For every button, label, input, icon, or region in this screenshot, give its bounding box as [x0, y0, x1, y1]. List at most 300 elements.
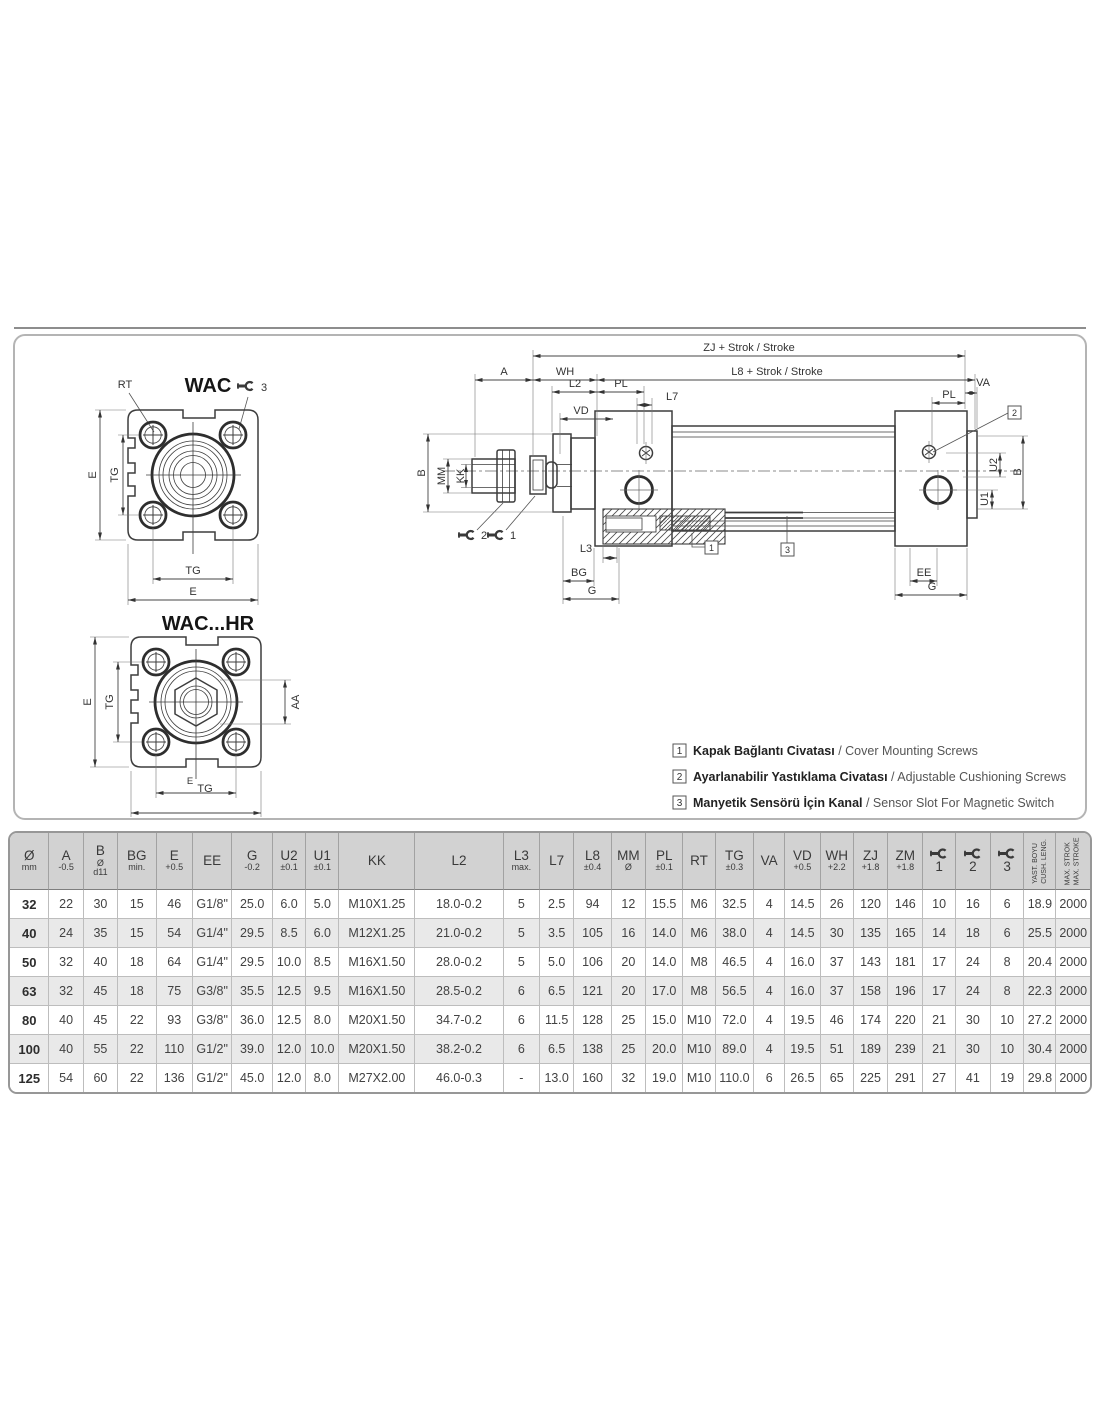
- e-bottom-label: E: [189, 586, 197, 598]
- cell-A: 40: [49, 1006, 83, 1035]
- cell-L3: 5: [504, 890, 540, 919]
- cell-PL: 15.0: [646, 1006, 683, 1035]
- cell-RT: M8: [683, 977, 715, 1006]
- cell-EE: G3/8": [193, 977, 232, 1006]
- wrench-1-label: 1: [510, 530, 517, 542]
- col-header-TG: TG ±0.3: [716, 833, 754, 890]
- cell-ZM: 239: [888, 1035, 923, 1064]
- cell-wrench3: 6: [991, 919, 1024, 948]
- cell-L7: 6.5: [540, 977, 574, 1006]
- cell-G: 39.0: [232, 1035, 273, 1064]
- wrench-icon: [962, 848, 984, 859]
- cell-ZM: 220: [888, 1006, 923, 1035]
- cell-ZJ: 225: [854, 1064, 888, 1092]
- cell-dia: 32: [10, 890, 49, 919]
- cell-KK: M20X1.50: [339, 1035, 415, 1064]
- table-row-63: [10, 977, 1090, 1006]
- port-right: [919, 470, 957, 510]
- cell-U2: 10.0: [273, 948, 306, 977]
- wac-hr-front-view: [82, 613, 302, 817]
- rt-label: RT: [117, 379, 133, 391]
- a-label: A: [500, 366, 508, 378]
- technical-drawing: [15, 336, 1085, 818]
- cell-L3: 6: [504, 1035, 540, 1064]
- col-header-EE: EE: [193, 833, 232, 890]
- side-section-view: [416, 342, 1028, 604]
- top-whitespace: [0, 0, 1100, 327]
- b-right-label: B: [1012, 468, 1024, 476]
- cell-VA: 4: [754, 977, 785, 1006]
- col-header-ZM: ZM +1.8: [888, 833, 923, 890]
- cell-WH: 51: [821, 1035, 854, 1064]
- cell-U2: 6.0: [273, 890, 306, 919]
- cell-L3: 6: [504, 1006, 540, 1035]
- legend-2-num: 2: [676, 772, 683, 783]
- l2-label: L2: [568, 378, 582, 390]
- cell-VD: 16.0: [785, 977, 820, 1006]
- cell-U1: 5.0: [306, 890, 339, 919]
- col-header-L7: L7: [540, 833, 574, 890]
- cell-ZM: 181: [888, 948, 923, 977]
- wrench-icon: [928, 848, 950, 859]
- cell-A: 24: [49, 919, 83, 948]
- col-header-VA: VA: [754, 833, 785, 890]
- cell-TG: 72.0: [716, 1006, 754, 1035]
- wrench-icon: [237, 382, 253, 390]
- cell-stroke: 2000: [1056, 919, 1090, 948]
- cell-cush: 18.9: [1024, 890, 1056, 919]
- cell-B: 60: [84, 1064, 118, 1092]
- cell-cush: 29.8: [1024, 1064, 1056, 1092]
- col-header-RT: RT: [683, 833, 715, 890]
- cell-wrench3: 19: [991, 1064, 1024, 1092]
- cell-MM: 32: [612, 1064, 646, 1092]
- cell-wrench1: 10: [923, 890, 955, 919]
- cell-VD: 14.5: [785, 890, 820, 919]
- cell-wrench2: 16: [956, 890, 991, 919]
- table-header-row: [10, 833, 1090, 890]
- cell-WH: 30: [821, 919, 854, 948]
- header-rule: [14, 327, 1086, 329]
- cell-TG: 32.5: [716, 890, 754, 919]
- col-header-stroke: MAX. STROK MAX. STROKE: [1056, 833, 1090, 890]
- cell-EE: G1/2": [193, 1035, 232, 1064]
- cell-BG: 18: [118, 977, 156, 1006]
- cell-L8: 128: [574, 1006, 611, 1035]
- cell-E: 46: [157, 890, 193, 919]
- col-header-VD: VD +0.5: [785, 833, 820, 890]
- center-boss: [146, 422, 241, 554]
- cell-B: 45: [84, 1006, 118, 1035]
- va-label: VA: [976, 377, 990, 389]
- cell-cush: 20.4: [1024, 948, 1056, 977]
- cell-EE: G1/8": [193, 890, 232, 919]
- cell-B: 35: [84, 919, 118, 948]
- cell-BG: 22: [118, 1064, 156, 1092]
- wrench-icon: [458, 531, 474, 539]
- e-left-label: E: [87, 471, 99, 479]
- piston-rod: [472, 450, 572, 502]
- wrench-2-label: 2: [481, 530, 488, 542]
- cell-G: 45.0: [232, 1064, 273, 1092]
- cell-cush: 25.5: [1024, 919, 1056, 948]
- g-left-label: G: [587, 585, 597, 597]
- cell-U1: 10.0: [306, 1035, 339, 1064]
- cell-EE: G3/8": [193, 1006, 232, 1035]
- cell-stroke: 2000: [1056, 977, 1090, 1006]
- cell-L7: 3.5: [540, 919, 574, 948]
- legend-1-num: 1: [676, 746, 683, 757]
- legend-3-text: Manyetik Sensörü İçin Kanal / Sensor Slot For Magnetic Switch: [693, 796, 1055, 810]
- table-body: [10, 890, 1090, 1092]
- wh-label: WH: [555, 366, 575, 378]
- cell-MM: 20: [612, 948, 646, 977]
- cell-VD: 19.5: [785, 1006, 820, 1035]
- cell-VD: 16.0: [785, 948, 820, 977]
- cell-KK: M16X1.50: [339, 977, 415, 1006]
- col-header-WH: WH +2.2: [821, 833, 854, 890]
- cell-wrench1: 14: [923, 919, 955, 948]
- cell-E: 64: [157, 948, 193, 977]
- table-row-100: [10, 1035, 1090, 1064]
- cell-U2: 8.5: [273, 919, 306, 948]
- table-row-80: [10, 1006, 1090, 1035]
- cell-RT: M10: [683, 1035, 715, 1064]
- cell-BG: 15: [118, 919, 156, 948]
- callout-3: 3: [784, 545, 791, 555]
- cell-G: 25.0: [232, 890, 273, 919]
- cell-L3: 5: [504, 948, 540, 977]
- cell-B: 45: [84, 977, 118, 1006]
- cell-L8: 106: [574, 948, 611, 977]
- col-header-L2: L2: [415, 833, 503, 890]
- cell-dia: 80: [10, 1006, 49, 1035]
- cell-L8: 105: [574, 919, 611, 948]
- cell-G: 36.0: [232, 1006, 273, 1035]
- cell-EE: G1/4": [193, 919, 232, 948]
- bg-label: BG: [571, 567, 587, 579]
- cell-VA: 4: [754, 948, 785, 977]
- cushion-screw-left: [640, 442, 653, 464]
- cell-stroke: 2000: [1056, 948, 1090, 977]
- table-row-32: [10, 890, 1090, 919]
- g-right-label: G: [927, 581, 937, 593]
- cell-wrench2: 30: [956, 1035, 991, 1064]
- cell-A: 32: [49, 948, 83, 977]
- cell-E: 54: [157, 919, 193, 948]
- cell-U1: 9.5: [306, 977, 339, 1006]
- cell-U1: 8.0: [306, 1064, 339, 1092]
- cell-L8: 94: [574, 890, 611, 919]
- cell-L7: 13.0: [540, 1064, 574, 1092]
- callout-1: 1: [708, 543, 715, 553]
- cell-VA: 4: [754, 1006, 785, 1035]
- cell-L2: 18.0-0.2: [415, 890, 503, 919]
- l7-label: L7: [666, 391, 679, 403]
- dimensions-table-wrapper: [8, 831, 1092, 1094]
- cell-L7: 6.5: [540, 1035, 574, 1064]
- cell-L2: 46.0-0.3: [415, 1064, 503, 1092]
- e-bottom-label: E: [186, 776, 194, 787]
- cell-stroke: 2000: [1056, 1006, 1090, 1035]
- cell-ZJ: 143: [854, 948, 888, 977]
- cell-KK: M27X2.00: [339, 1064, 415, 1092]
- cell-wrench1: 21: [923, 1035, 955, 1064]
- cell-U2: 12.0: [273, 1064, 306, 1092]
- cell-wrench2: 24: [956, 948, 991, 977]
- cell-wrench3: 10: [991, 1035, 1024, 1064]
- cell-L7: 5.0: [540, 948, 574, 977]
- legend: [673, 744, 1066, 810]
- cell-L2: 21.0-0.2: [415, 919, 503, 948]
- cell-L3: 5: [504, 919, 540, 948]
- cell-wrench2: 24: [956, 977, 991, 1006]
- cell-dia: 125: [10, 1064, 49, 1092]
- col-header-PL: PL ±0.1: [646, 833, 683, 890]
- tg-left-label: TG: [109, 467, 121, 483]
- col-header-E: E +0.5: [157, 833, 193, 890]
- ee-label: EE: [916, 567, 932, 579]
- cell-U1: 6.0: [306, 919, 339, 948]
- col-header-G: G -0.2: [232, 833, 273, 890]
- cell-L2: 28.0-0.2: [415, 948, 503, 977]
- cell-A: 40: [49, 1035, 83, 1064]
- cushion-section: [603, 509, 725, 544]
- cell-stroke: 2000: [1056, 1064, 1090, 1092]
- col-header-U2: U2 ±0.1: [273, 833, 306, 890]
- cell-KK: M16X1.50: [339, 948, 415, 977]
- cell-U2: 12.5: [273, 1006, 306, 1035]
- wac-hr-title: WAC...HR: [161, 613, 255, 635]
- vd-label: VD: [573, 405, 589, 417]
- cell-G: 35.5: [232, 977, 273, 1006]
- legend-3-num: 3: [676, 798, 683, 809]
- cell-ZJ: 135: [854, 919, 888, 948]
- cell-RT: M8: [683, 948, 715, 977]
- cell-WH: 37: [821, 977, 854, 1006]
- cell-TG: 56.5: [716, 977, 754, 1006]
- col-header-L3: L3 max.: [504, 833, 540, 890]
- cell-PL: 14.0: [646, 948, 683, 977]
- cell-VD: 19.5: [785, 1035, 820, 1064]
- kk-label: KK: [455, 468, 467, 484]
- cell-wrench1: 21: [923, 1006, 955, 1035]
- cell-MM: 16: [612, 919, 646, 948]
- cell-VA: 6: [754, 1064, 785, 1092]
- col-header-wrench2: 2: [956, 833, 991, 890]
- cell-wrench3: 6: [991, 890, 1024, 919]
- cell-wrench1: 17: [923, 977, 955, 1006]
- col-header-B: B Ø d11: [84, 833, 118, 890]
- table-row-50: [10, 948, 1090, 977]
- wrench-icon: [996, 848, 1018, 859]
- cell-WH: 65: [821, 1064, 854, 1092]
- cell-dia: 40: [10, 919, 49, 948]
- tg-left-label: TG: [104, 694, 116, 710]
- cell-wrench3: 8: [991, 948, 1024, 977]
- cell-U1: 8.0: [306, 1006, 339, 1035]
- cell-A: 32: [49, 977, 83, 1006]
- cell-stroke: 2000: [1056, 1035, 1090, 1064]
- wac-title: WAC: [184, 375, 232, 397]
- sensor-slot: [725, 513, 895, 519]
- cell-L7: 11.5: [540, 1006, 574, 1035]
- pl-right-label: PL: [942, 389, 956, 401]
- col-header-A: A -0.5: [49, 833, 83, 890]
- cell-B: 55: [84, 1035, 118, 1064]
- cell-KK: M20X1.50: [339, 1006, 415, 1035]
- col-header-wrench3: 3: [991, 833, 1024, 890]
- cell-E: 93: [157, 1006, 193, 1035]
- cell-RT: M6: [683, 890, 715, 919]
- legend-1-text: Kapak Bağlantı Civatası / Cover Mounting Screws: [693, 744, 978, 758]
- cell-L8: 121: [574, 977, 611, 1006]
- cell-VD: 14.5: [785, 919, 820, 948]
- cell-PL: 14.0: [646, 919, 683, 948]
- cell-L2: 34.7-0.2: [415, 1006, 503, 1035]
- tg-bottom-label: TG: [185, 565, 201, 577]
- cell-RT: M10: [683, 1064, 715, 1092]
- cell-ZM: 291: [888, 1064, 923, 1092]
- cell-MM: 25: [612, 1006, 646, 1035]
- cell-WH: 37: [821, 948, 854, 977]
- col-header-ZJ: ZJ +1.8: [854, 833, 888, 890]
- cell-BG: 22: [118, 1006, 156, 1035]
- col-header-L8: L8 ±0.4: [574, 833, 611, 890]
- callout-2: 2: [1011, 408, 1018, 418]
- mm-label: MM: [436, 466, 448, 486]
- cell-B: 40: [84, 948, 118, 977]
- cell-WH: 46: [821, 1006, 854, 1035]
- cell-PL: 17.0: [646, 977, 683, 1006]
- col-header-BG: BG min.: [118, 833, 156, 890]
- cell-wrench2: 30: [956, 1006, 991, 1035]
- cell-VD: 26.5: [785, 1064, 820, 1092]
- center-hex-boss: [149, 649, 243, 779]
- cell-BG: 15: [118, 890, 156, 919]
- col-header-dia: Ø mm: [10, 833, 49, 890]
- cell-TG: 110.0: [716, 1064, 754, 1092]
- cell-PL: 19.0: [646, 1064, 683, 1092]
- legend-2-text: Ayarlanabilir Yastıklama Civatası / Adjustable Cushioning Screws: [693, 770, 1067, 784]
- tg-bottom-label: TG: [197, 783, 213, 795]
- zj-stroke-label: ZJ + Strok / Stroke: [703, 342, 795, 354]
- cell-RT: M6: [683, 919, 715, 948]
- cell-wrench3: 10: [991, 1006, 1024, 1035]
- col-header-U1: U1 ±0.1: [306, 833, 339, 890]
- note3-label: 3: [261, 382, 268, 394]
- cell-E: 136: [157, 1064, 193, 1092]
- u2-label: U2: [988, 457, 1000, 473]
- cell-cush: 27.2: [1024, 1006, 1056, 1035]
- cell-ZJ: 120: [854, 890, 888, 919]
- cell-E: 75: [157, 977, 193, 1006]
- cell-TG: 38.0: [716, 919, 754, 948]
- cell-MM: 25: [612, 1035, 646, 1064]
- cell-G: 29.5: [232, 948, 273, 977]
- cell-stroke: 2000: [1056, 890, 1090, 919]
- cell-VA: 4: [754, 890, 785, 919]
- cell-wrench3: 8: [991, 977, 1024, 1006]
- cell-L7: 2.5: [540, 890, 574, 919]
- cell-wrench2: 18: [956, 919, 991, 948]
- cell-L3: -: [504, 1064, 540, 1092]
- cell-dia: 50: [10, 948, 49, 977]
- cell-wrench1: 17: [923, 948, 955, 977]
- col-header-wrench1: 1: [923, 833, 955, 890]
- cell-VA: 4: [754, 919, 785, 948]
- cell-dia: 63: [10, 977, 49, 1006]
- wac-front-view: [87, 375, 267, 605]
- cell-PL: 20.0: [646, 1035, 683, 1064]
- wrench-icon: [487, 531, 503, 539]
- cell-KK: M12X1.25: [339, 919, 415, 948]
- cell-E: 110: [157, 1035, 193, 1064]
- cell-L8: 160: [574, 1064, 611, 1092]
- cell-ZM: 196: [888, 977, 923, 1006]
- cell-VA: 4: [754, 1035, 785, 1064]
- drawing-panel: [13, 334, 1087, 820]
- cell-KK: M10X1.25: [339, 890, 415, 919]
- l8-stroke-label: L8 + Strok / Stroke: [731, 366, 823, 378]
- cell-MM: 20: [612, 977, 646, 1006]
- cell-L8: 138: [574, 1035, 611, 1064]
- table-row-40: [10, 919, 1090, 948]
- col-header-KK: KK: [339, 833, 415, 890]
- cell-EE: G1/2": [193, 1064, 232, 1092]
- cell-cush: 30.4: [1024, 1035, 1056, 1064]
- cell-RT: M10: [683, 1006, 715, 1035]
- cell-U1: 8.5: [306, 948, 339, 977]
- table-row-125: [10, 1064, 1090, 1092]
- cell-L3: 6: [504, 977, 540, 1006]
- cell-WH: 26: [821, 890, 854, 919]
- cell-BG: 22: [118, 1035, 156, 1064]
- cell-B: 30: [84, 890, 118, 919]
- cell-L2: 28.5-0.2: [415, 977, 503, 1006]
- cell-MM: 12: [612, 890, 646, 919]
- cell-ZM: 165: [888, 919, 923, 948]
- cell-ZM: 146: [888, 890, 923, 919]
- cell-ZJ: 158: [854, 977, 888, 1006]
- cell-PL: 15.5: [646, 890, 683, 919]
- cell-wrench2: 41: [956, 1064, 991, 1092]
- aa-label: AA: [290, 694, 302, 710]
- col-header-cush: YAST. BOYU CUSH. LENG.: [1024, 833, 1056, 890]
- cell-L2: 38.2-0.2: [415, 1035, 503, 1064]
- cell-BG: 18: [118, 948, 156, 977]
- cell-TG: 89.0: [716, 1035, 754, 1064]
- cell-U2: 12.0: [273, 1035, 306, 1064]
- l3-label: L3: [579, 543, 593, 555]
- cell-A: 54: [49, 1064, 83, 1092]
- cell-dia: 100: [10, 1035, 49, 1064]
- pl-left-label: PL: [614, 378, 628, 390]
- cell-TG: 46.5: [716, 948, 754, 977]
- u1-label: U1: [979, 491, 991, 507]
- cell-EE: G1/4": [193, 948, 232, 977]
- cell-ZJ: 189: [854, 1035, 888, 1064]
- cell-ZJ: 174: [854, 1006, 888, 1035]
- dimensions-table: [10, 833, 1090, 1092]
- cell-cush: 22.3: [1024, 977, 1056, 1006]
- e-left-label: E: [82, 698, 94, 706]
- port-left: [620, 470, 658, 510]
- cell-A: 22: [49, 890, 83, 919]
- cell-wrench1: 27: [923, 1064, 955, 1092]
- col-header-MM: MM Ø: [612, 833, 646, 890]
- cell-G: 29.5: [232, 919, 273, 948]
